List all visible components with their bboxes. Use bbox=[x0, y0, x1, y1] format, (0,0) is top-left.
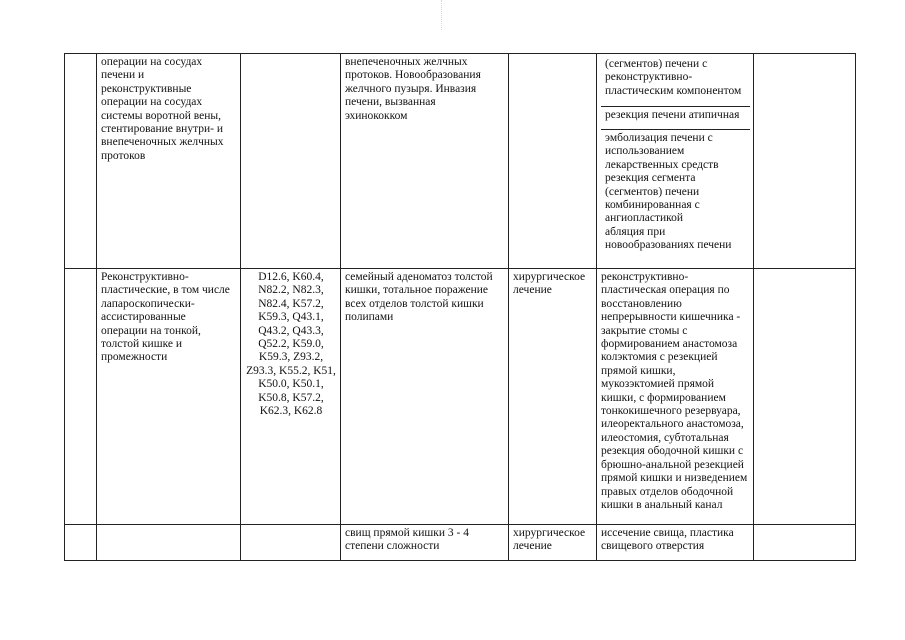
cell-number bbox=[65, 54, 97, 269]
cell-patient-model: внепеченочных желчных протоков. Новообразования желчного пузыря. Инвазия печени, вызванная эхинококком bbox=[341, 54, 509, 269]
medical-care-table bbox=[64, 53, 856, 561]
method-item: (сегментов) печени с реконструктивно- пластическим компонентом bbox=[605, 58, 742, 97]
table-row bbox=[65, 269, 856, 525]
table-row bbox=[65, 54, 856, 269]
cell-cost bbox=[754, 54, 856, 269]
cell-treatment-type: хирургическое лечение bbox=[509, 269, 597, 525]
table-row bbox=[65, 525, 856, 561]
cell-patient-model: семейный аденоматоз толстой кишки, тотальное поражение всех отделов толстой кишки полипами bbox=[341, 269, 509, 525]
cell-treatment-type bbox=[509, 54, 597, 269]
cell-method-name: операции на сосудах печени и реконструктивные операции на сосудах системы воротной вены, стентирование внутри- и внепеченочных желчных протоков bbox=[97, 54, 241, 269]
method-item: резекция печени атипичная bbox=[601, 106, 750, 129]
cell-patient-model: свищ прямой кишки 3 - 4 степени сложности bbox=[341, 525, 509, 561]
cell-icd-codes bbox=[241, 525, 341, 561]
cell-number bbox=[65, 269, 97, 525]
method-item: эмболизация печени с использованием лекарственных средств резекция сегмента (сегментов) печени комбинированная с ангиопластикой абляция при новообразованиях печени bbox=[601, 129, 750, 255]
cell-icd-codes bbox=[241, 54, 341, 269]
cell-method-name bbox=[97, 525, 241, 561]
cell-treatment-methods: иссечение свища, пластика свищевого отверстия bbox=[597, 525, 754, 561]
cell-method-name: Реконструктивно- пластические, в том числе лапароскопически- ассистированные операции на тонкой, толстой кишке и промежности bbox=[97, 269, 241, 525]
cell-treatment-methods bbox=[597, 54, 754, 269]
cell-cost bbox=[754, 269, 856, 525]
cell-number bbox=[65, 525, 97, 561]
cell-treatment-type: хирургическое лечение bbox=[509, 525, 597, 561]
cell-icd-codes: D12.6, K60.4, N82.2, N82.3, N82.4, K57.2, K59.3, Q43.1, Q43.2, Q43.3, Q52.2, K59.0, K59.3, Z93.2, Z93.3, K55.2, K51, K50.0, K50.1, K50.8, K57.2, K62.3, K62.8 bbox=[241, 269, 341, 525]
cell-cost bbox=[754, 525, 856, 561]
cell-treatment-methods: реконструктивно- пластическая операция по восстановлению непрерывности кишечника - закрытие стомы с формированием анастомоза колэктомия с резекцией прямой кишки, мукозэктомией прямой кишки, с формированием тонкокишечного резервуара, илеоректального анастомоза, илеостомия, субтотальная резекция ободочной кишки с брюшно-анальной резекцией прямой кишки и низведением правых отделов ободочной кишки в анальный канал bbox=[597, 269, 754, 525]
scan-artifact bbox=[441, 0, 443, 30]
